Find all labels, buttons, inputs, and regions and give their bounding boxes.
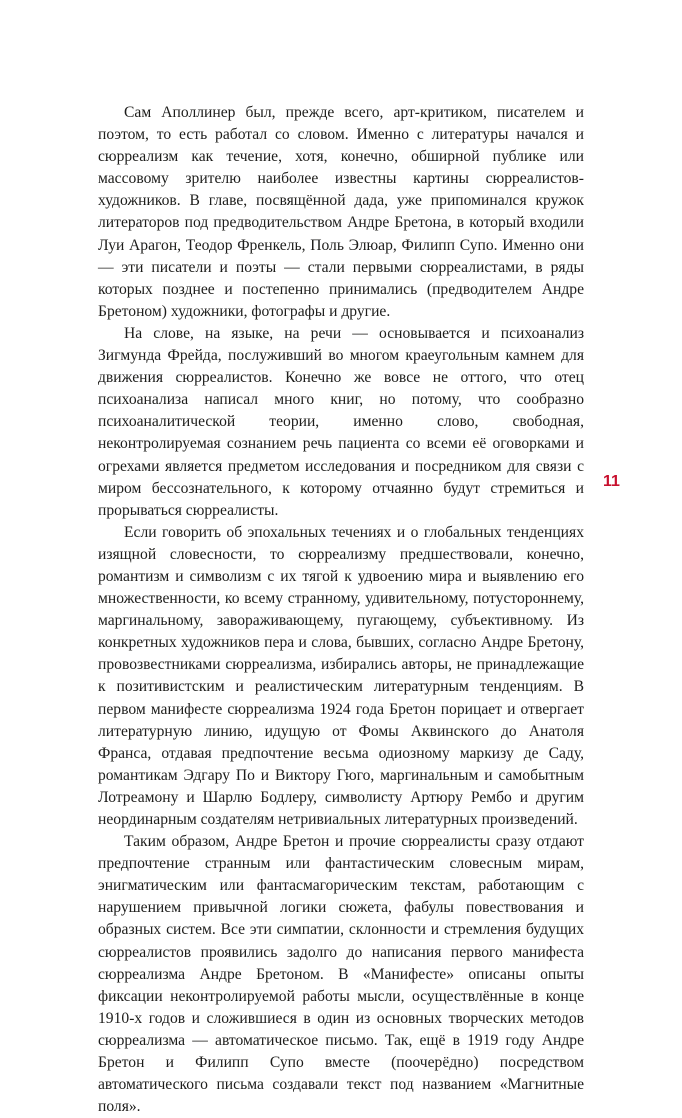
paragraph: Сам Аполлинер был, прежде всего, арт-критиком, писателем и поэтом, то есть работал со словом. Именно с литературы начался и сюрреализм как течение, хотя, конечно, обширной публике или массовому зрителю наиболее известны картины сюрреалистов-художников. В главе, посвящённой дада, уже припоминался кружок литераторов под предводительством Андре Бретона, в который входили Луи Арагон, Теодор Френкель, Поль Элюар, Филипп Супо. Именно они — эти писатели и поэты — стали первыми сюрреалистами, в ряды которых позднее и постепенно принимались (предводителем Андре Бретоном) художники, фотографы и другие. — [98, 104, 584, 320]
page-number: 11 — [603, 473, 620, 490]
paragraph: Таким образом, Андре Бретон и прочие сюрреалисты сразу отдают предпочтение странным или фантастическим словесным мирам, энигматическим или фантасмагорическим текстам, работающим с нарушением привычной логики сюжета, фабулы повествования и образных систем. Все эти симпатии, склонности и стремления будущих сюрреалистов проявились задолго до написания первого манифеста сюрреализма Андре Бретоном. В «Манифесте» описаны опыты фиксации неконтролируемой работы мысли, осуществлённые в конце 1910-х годов и сложившиеся в один из основных творческих методов сюрреализма — автоматическое письмо. Так, ещё в 1919 году Андре Бретон и Филипп Супо вместе (поочерёдно) посредством автоматического письма создавали текст под названием «Магнитные поля». — [98, 833, 584, 1116]
paragraph: Если говорить об эпохальных течениях и о глобальных тенденциях изящной словесности, то сюрреализму предшествовали, конечно, романтизм и символизм с их тягой к удвоению мира и выявлению его множественности, ко всему странному, удивительному, потустороннему, маргинальному, завораживающему, пугающему, субъективному. Из конкретных художников пера и слова, бывших, согласно Андре Бретону, провозвестниками сюрреализма, избирались авторы, не принадлежащие к позитивистским и реалистическим литературным тенденциям. В первом манифесте сюрреализма 1924 года Бретон порицает и отвергает литературную линию, идущую от Фомы Аквинского до Анатоля Франса, отдавая предпочтение весьма одиозному маркизу де Саду, романтикам Эдгару По и Виктору Гюго, маргинальным и самобытным Лотреамону и Шарлю Бодлеру, символисту Артюру Рембо и другим неординарным создателям нетривиальных литературных произведений. — [98, 523, 584, 828]
paragraph: На слове, на языке, на речи — основывается и психоанализ Зигмунда Фрейда, послуживший во многом краеугольным камнем для движения сюрреалистов. Конечно же вовсе не оттого, что отец психоанализа написал много книг, но потому, что сообразно психоаналитической теории, именно слово, свободная, неконтролируемая сознанием речь пациента со всеми её оговорками и огрехами является предметом исследования и посредником для связи с миром бессознательного, к которому отчаянно будут стремиться и прорываться сюрреалисты. — [98, 324, 584, 519]
body-text — [98, 102, 584, 1118]
